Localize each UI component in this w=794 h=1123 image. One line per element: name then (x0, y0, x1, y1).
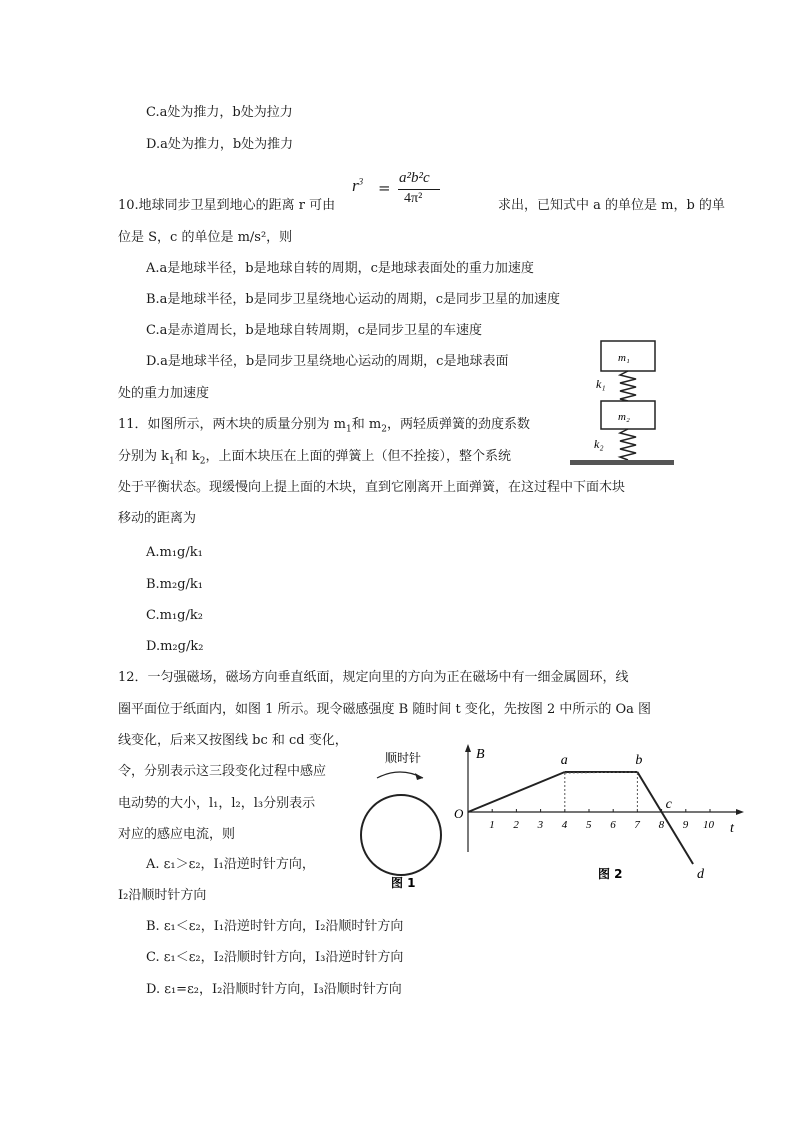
spring-k2 (620, 429, 636, 460)
x-tick-label: 10 (703, 819, 714, 831)
formula-equals: = (378, 179, 391, 197)
q10-option-d: D.a是地球半径，b是同步卫星绕地心运动的周期，c是地球表面 (146, 354, 509, 369)
q10-stem-part-c: 位是 S，c 的单位是 m/s²，则 (118, 230, 293, 245)
point-label-b: b (635, 753, 643, 768)
q11-line-1: 11．如图所示，两木块的质量分别为 $m_1$和 $m_2$，两轻质弹簧的劲度系数 (118, 417, 530, 435)
formula-fraction-bar (398, 189, 440, 190)
x-tick-label: 9 (682, 819, 689, 831)
q11-option-c: C.m₁g/k₂ (146, 608, 203, 623)
ground (570, 460, 674, 465)
q12-line-1: 12．一匀强磁场，磁场方向垂直纸面，规定向里的方向为正在磁场中有一细金属圆环，线 (118, 670, 629, 685)
q12-option-b: B. ε₁＜ε₂，I₁沿逆时针方向，I₂沿顺时针方向 (146, 919, 404, 934)
q11-line-3: 处于平衡状态。现缓慢向上提上面的木块，直到它刚离开上面弹簧，在这过程中下面木块 (118, 480, 626, 495)
point-label-c: c (665, 797, 672, 812)
q12-option-a-cont: I₂沿顺时针方向 (118, 888, 207, 903)
q10-option-b: B.a是地球半径，b是同步卫星绕地心运动的周期，c是同步卫星的加速度 (146, 292, 561, 307)
segment-Oa (468, 772, 565, 812)
block-m2-label: m₂ (618, 411, 630, 423)
q12-line-2: 圈平面位于纸面内，如图 1 所示。现令磁感强度 B 随时间 t 变化，先按图 2 中所示的 Oa 图 (118, 702, 652, 717)
q12-line-3: 线变化，后来又按图线 bc 和 cd 变化， (118, 733, 348, 748)
x-tick-label: 2 (513, 819, 519, 831)
x-tick-label: 5 (586, 819, 592, 831)
x-tick-label: 6 (610, 819, 616, 831)
q10-formula (352, 170, 492, 210)
x-axis-label: t (730, 821, 734, 836)
q10-option-d-cont: 处的重力加速度 (118, 386, 210, 401)
x-tick-label: 1 (489, 819, 495, 831)
x-tick-label: 4 (561, 819, 568, 831)
y-axis-arrow-icon (465, 744, 471, 752)
formula-lhs: $r^3$ (352, 176, 364, 195)
q12-option-a: A. ε₁＞ε₂，I₁沿逆时针方向， (146, 857, 315, 872)
q9-option-c: C.a处为推力，b处为拉力 (146, 105, 293, 120)
spring-block-figure (566, 336, 676, 468)
q11-option-a: A.m₁g/k₁ (146, 545, 203, 560)
metal-ring (361, 795, 441, 875)
point-label-a: a (560, 753, 568, 768)
q11-line-2: 分别为 $k_1$和 $k_2$，上面木块压在上面的弹簧上（但不拴接），整个系统 (118, 449, 512, 467)
figure-1-ring (355, 744, 445, 892)
clockwise-label: 顺时针 (385, 751, 422, 765)
q11-option-b: B.m₂g/k₁ (146, 577, 204, 592)
segment-bc (637, 772, 661, 812)
block-m1-label: m₁ (618, 352, 630, 364)
segment-cd (662, 812, 693, 864)
formula-denominator: 4π² (404, 191, 423, 206)
x-tick-label: 3 (537, 819, 544, 831)
figure-1-caption: 图 1 (391, 876, 416, 890)
q12-option-d: D. ε₁=ε₂，I₂沿顺时针方向，I₃沿顺时针方向 (146, 982, 402, 997)
x-tick-label: 8 (658, 819, 665, 831)
q11-line-4: 移动的距离为 (118, 511, 197, 526)
point-label-d: d (697, 867, 705, 882)
q10-option-c: C.a是赤道周长，b是地球自转周期，c是同步卫星的车速度 (146, 323, 482, 338)
q12-line-6: 对应的感应电流，则 (118, 827, 236, 842)
formula-numerator: a²b²c (399, 170, 430, 186)
origin-label: O (454, 806, 464, 821)
q12-line-5: 电动势的大小，l₁，l₂，l₃分别表示 (118, 796, 316, 811)
spring-k2-label: k₂ (594, 437, 604, 451)
q12-option-c: C. ε₁＜ε₂，I₂沿顺时针方向，I₃沿逆时针方向 (146, 950, 404, 965)
q11-option-d: D.m₂g/k₂ (146, 639, 204, 654)
spring-k1-label: k₁ (596, 377, 606, 391)
q10-stem-part-a: 10.地球同步卫星到地心的距离 r 可由 (118, 198, 336, 213)
figure-2-chart (448, 742, 748, 882)
arrowhead-icon (415, 773, 423, 780)
x-tick-label: 7 (634, 819, 640, 831)
q9-option-d: D.a处为推力，b处为推力 (146, 137, 294, 152)
q10-option-a: A.a是地球半径，b是地球自转的周期，c是地球表面处的重力加速度 (146, 261, 534, 276)
q10-stem-part-b: 求出，已知式中 a 的单位是 m，b 的单 (498, 198, 725, 213)
figure-2-caption: 图 2 (598, 867, 623, 881)
spring-k1 (620, 371, 636, 401)
x-axis-arrow-icon (736, 809, 744, 815)
y-axis-label: B (476, 747, 485, 762)
q12-line-4: 令，分别表示这三段变化过程中感应 (118, 764, 327, 779)
